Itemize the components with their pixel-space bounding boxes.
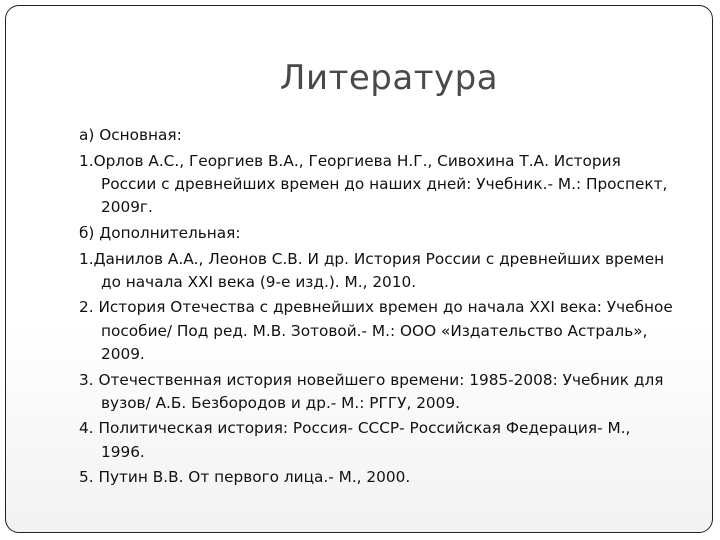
section-heading-additional: б) Дополнительная: (79, 223, 241, 242)
section-heading-main: а) Основная: (79, 126, 182, 144)
list-item: 3. Отечественная история новейшего времени: 1985-2008: Учебник для вузов/ А.Б. Безбородов и др.- М.: РГГУ, 2009. (79, 370, 664, 412)
list-item: 2. История Отечества с древнейших времен до начала XXI века: Учебное пособие/ Под ред. М.В. Зотовой.- М.: ООО «Издательство Астраль», 2009. (79, 298, 673, 363)
list-item: 5. Путин В.В. От первого лица.- М., 2000. (79, 468, 411, 487)
list-item: 1.Орлов А.С., Георгиев В.А., Георгиева Н.Г., Сивохина Т.А. История России с древнейших времен до наших дней: Учебник.- М.: Проспект, 2009г. (79, 151, 668, 217)
bibliography-list (79, 124, 679, 492)
slide-title: Литература (279, 58, 499, 98)
slide (5, 5, 713, 533)
list-item: 1.Данилов А.А., Леонов С.В. И др. История России с древнейших времен до начала XXI века (9-е изд.). М., 2010. (79, 249, 665, 291)
list-item: 4. Политическая история: Россия- СССР- Российская Федерация- М., 1996. (79, 419, 631, 461)
